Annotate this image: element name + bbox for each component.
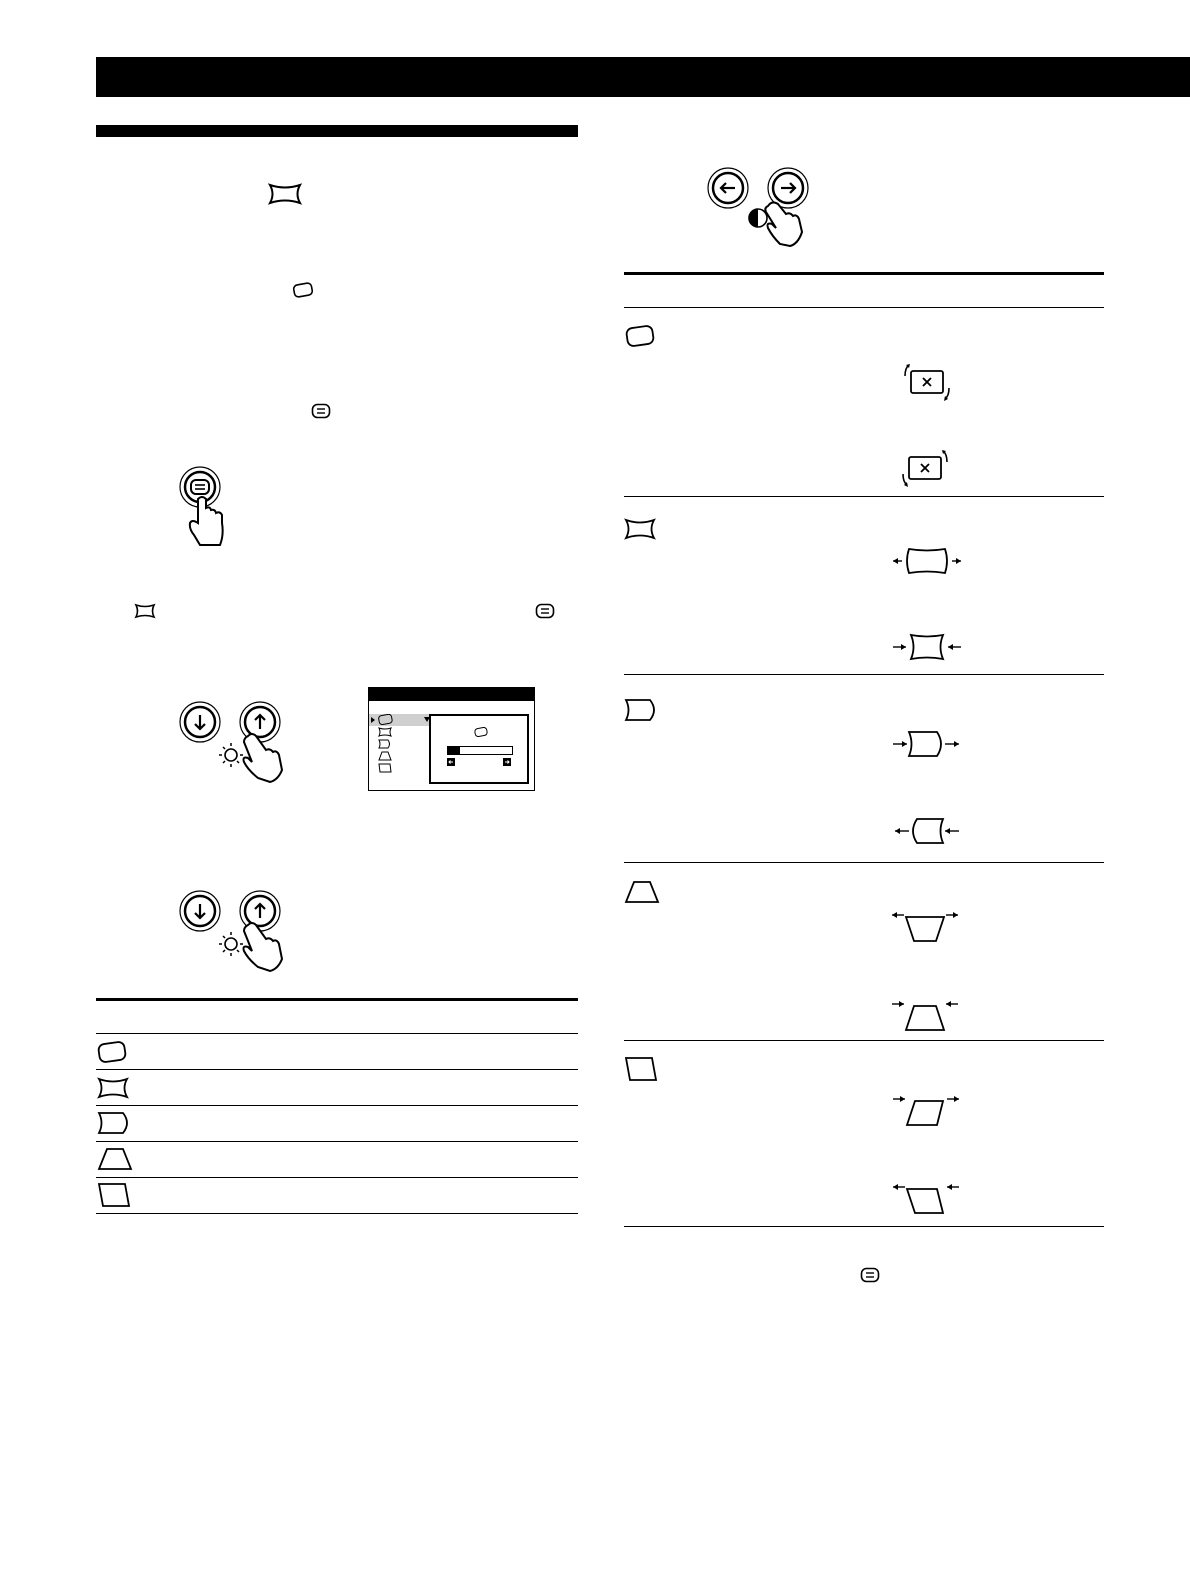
pressing-hand-icon <box>244 734 283 782</box>
rotation-icon <box>378 714 392 725</box>
summary-table-rule <box>96 1105 578 1106</box>
rotation-icon <box>624 324 656 348</box>
summary-table-rule <box>96 1177 578 1178</box>
osd-item-list <box>369 714 431 784</box>
pincushion-icon <box>97 1077 129 1099</box>
adjustment-table-top-rule <box>624 272 1104 275</box>
rotation-icon <box>96 1040 128 1064</box>
up-down-buttons-illustration <box>178 889 288 971</box>
down-arrow-button-icon <box>180 702 220 742</box>
trapezoid-icon <box>624 880 660 904</box>
pin-balance-icon <box>97 1111 131 1135</box>
shift-sides-right-illustration <box>893 731 961 757</box>
adjustment-table-header-rule <box>624 307 1104 308</box>
parallelogram-icon <box>379 764 391 772</box>
shift-top-right-illustration <box>893 1095 961 1127</box>
rotate-clockwise-illustration <box>897 364 957 402</box>
pincushion-icon <box>268 183 302 205</box>
pressing-hand-icon <box>765 202 802 246</box>
contrast-icon <box>749 209 767 227</box>
summary-table-rule <box>96 1069 578 1070</box>
pincushion-icon <box>379 728 391 736</box>
header-bar <box>96 57 1190 97</box>
brightness-icon <box>219 932 243 956</box>
parallelogram-icon <box>624 1056 658 1082</box>
adjustment-table-rule <box>624 862 1104 863</box>
left-arrow-button-icon <box>708 168 748 208</box>
left-right-buttons-illustration <box>706 166 816 248</box>
osd-title-bar <box>369 688 534 701</box>
osd-adjust-bar <box>447 746 513 755</box>
menu-button-icon <box>311 403 331 419</box>
rotate-counterclockwise-illustration <box>895 450 955 488</box>
pressing-hand-icon <box>190 497 223 545</box>
shift-sides-left-illustration <box>893 818 961 844</box>
osd-adjust-window <box>429 714 529 784</box>
parallelogram-icon <box>97 1182 131 1208</box>
summary-table-rule <box>96 1213 578 1214</box>
osd-geometry-menu <box>368 687 535 791</box>
up-down-buttons-illustration <box>178 700 288 782</box>
adjustment-table-rule <box>624 1040 1104 1041</box>
menu-button-illustration <box>178 463 238 549</box>
adjustment-table-rule <box>624 674 1104 675</box>
pressing-hand-icon <box>244 923 283 971</box>
adjustment-table-rule <box>624 496 1104 497</box>
trapezoid-icon <box>97 1147 133 1171</box>
pincushion-icon <box>134 603 156 619</box>
up-arrow-button-icon <box>240 891 280 931</box>
shift-top-left-illustration <box>893 1183 961 1215</box>
contract-sides-illustration <box>893 634 961 660</box>
pin-balance-icon <box>624 698 658 722</box>
menu-button-icon <box>535 603 555 619</box>
summary-table-rule <box>96 1033 578 1034</box>
trapezoid-icon <box>379 752 391 760</box>
osd-arrow-keys <box>447 758 517 768</box>
menu-button-icon <box>860 1267 880 1283</box>
expand-sides-illustration <box>893 548 961 574</box>
up-arrow-button-icon <box>240 702 280 742</box>
summary-table-rule <box>96 1141 578 1142</box>
rotation-icon <box>473 726 489 738</box>
summary-table-top-rule <box>96 998 578 1001</box>
pincushion-icon <box>624 518 656 540</box>
widen-top-illustration <box>890 911 960 943</box>
pin-balance-icon <box>379 740 390 748</box>
brightness-icon <box>219 743 243 767</box>
adjustment-table-rule <box>624 1226 1104 1227</box>
osd-adjust-bar-fill <box>448 747 460 754</box>
section-heading-bar <box>96 125 578 137</box>
down-arrow-button-icon <box>180 891 220 931</box>
rotation-icon <box>292 282 314 298</box>
narrow-top-illustration <box>890 1000 960 1032</box>
